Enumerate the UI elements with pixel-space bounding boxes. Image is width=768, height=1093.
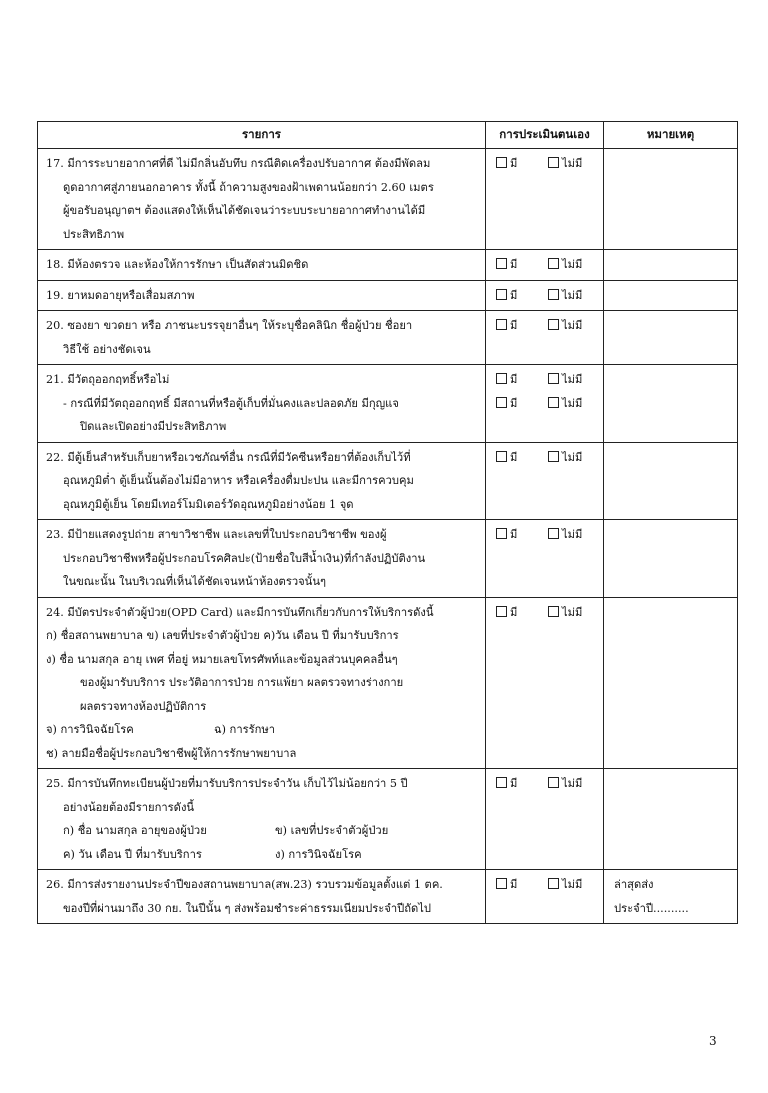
- checkbox-yes[interactable]: [496, 878, 507, 889]
- page-number: 3: [709, 1034, 717, 1048]
- eval-19: มี ไม่มี: [486, 280, 604, 311]
- remark-17: [604, 149, 738, 250]
- eval-26: มี ไม่มี: [486, 870, 604, 924]
- checkbox-no[interactable]: [548, 157, 559, 168]
- checkbox-yes[interactable]: [496, 451, 507, 462]
- table-row: [38, 597, 738, 769]
- eval-24: มี ไม่มี: [486, 597, 604, 769]
- eval-23: มี ไม่มี: [486, 520, 604, 598]
- table-row: [38, 365, 738, 443]
- remark-18: [604, 250, 738, 281]
- checkbox-no[interactable]: [548, 373, 559, 384]
- remark-20: [604, 311, 738, 365]
- item-21: 21. มีวัตถุออกฤทธิ์หรือไม่ - กรณีที่มีวัตถุออกฤทธิ์ มีสถานที่หรือตู้เก็บที่มั่นคงและปลอดภัย มีกุญแจ ปิดและเปิดอย่างมีประสิทธิภาพ: [38, 365, 486, 443]
- checkbox-yes[interactable]: [496, 373, 507, 384]
- item-18: 18. มีห้องตรวจ และห้องให้การรักษา เป็นสัดส่วนมิดชิด: [38, 250, 486, 281]
- item-26: 26. มีการส่งรายงานประจำปีของสถานพยาบาล(สพ.23) รวบรวมข้อมูลตั้งแต่ 1 ตค. ของปีที่ผ่านมาถึง 30 กย. ในปีนั้น ๆ ส่งพร้อมชำระค่าธรรมเนียมประจำปีถัดไป: [38, 870, 486, 924]
- checkbox-no[interactable]: [548, 528, 559, 539]
- remark-25: [604, 769, 738, 870]
- header-item: รายการ: [38, 122, 486, 149]
- checkbox-yes[interactable]: [496, 319, 507, 330]
- table-row: [38, 442, 738, 520]
- checkbox-no[interactable]: [548, 319, 559, 330]
- table-row: [38, 769, 738, 870]
- table-row: [38, 149, 738, 250]
- remark-19: [604, 280, 738, 311]
- remark-22: [604, 442, 738, 520]
- remark-26: ล่าสุดส่ง ประจำปี..........: [604, 870, 738, 924]
- item-24: 24. มีบัตรประจำตัวผู้ป่วย(OPD Card) และมีการบันทึกเกี่ยวกับการให้บริการดังนี้ ก) ชื่อสถานพยาบาล ข) เลขที่ประจำตัวผู้ป่วย ค)วัน เดือน ปี ที่มารับบริการ ง) ชื่อ นามสกุล อายุ เพศ ที่อยู่ หมายเลขโทรศัพท์และข้อมูลส่วนบุคคลอื่นๆ ของผู้มารับบริการ ประวัติอาการป่วย การแพ้ยา ผลตรวจทางร่างกาย ผลตรวจทางห้องปฏิบัติการ จ) การวินิจฉัยโรค ฉ) การรักษา ช) ลายมือชื่อผู้ประกอบวิชาชีพผู้ให้การรักษาพยาบาล: [38, 597, 486, 769]
- table-row: [38, 520, 738, 598]
- checkbox-yes[interactable]: [496, 777, 507, 788]
- checkbox-yes[interactable]: [496, 397, 507, 408]
- checkbox-no[interactable]: [548, 606, 559, 617]
- table-row: [38, 311, 738, 365]
- header-remark: หมายเหตุ: [604, 122, 738, 149]
- checkbox-no[interactable]: [548, 258, 559, 269]
- eval-18: มี ไม่มี: [486, 250, 604, 281]
- eval-22: มี ไม่มี: [486, 442, 604, 520]
- table-header-row: [38, 122, 738, 149]
- eval-25: มี ไม่มี: [486, 769, 604, 870]
- item-22: 22. มีตู้เย็นสำหรับเก็บยาหรือเวชภัณฑ์อื่น กรณีที่มีวัคซีนหรือยาที่ต้องเก็บไว้ที่ อุณหภูมิต่ำ ตู้เย็นนั้นต้องไม่มีอาหาร หรือเครื่องดื่มปะปน และมีการควบคุม อุณหภูมิตู้เย็น โดยมีเทอร์โมมิเตอร์วัดอุณหภูมิอย่างน้อย 1 จุด: [38, 442, 486, 520]
- checkbox-no[interactable]: [548, 397, 559, 408]
- table-row: [38, 870, 738, 924]
- checkbox-yes[interactable]: [496, 528, 507, 539]
- checkbox-no[interactable]: [548, 289, 559, 300]
- item-17: 17. มีการระบายอากาศที่ดี ไม่มีกลิ่นอับทึบ กรณีติดเครื่องปรับอากาศ ต้องมีพัดลม ดูดอากาศสู่ภายนอกอาคาร ทั้งนี้ ถ้าความสูงของฝ้าเพดานน้อยกว่า 2.60 เมตร ผู้ขอรับอนุญาตฯ ต้องแสดงให้เห็นได้ชัดเจนว่าระบบระบายอากาศทำงานได้มี ประสิทธิภาพ: [38, 149, 486, 250]
- eval-17: มี ไม่มี: [486, 149, 604, 250]
- table-row: [38, 250, 738, 281]
- item-20: 20. ซองยา ขวดยา หรือ ภาชนะบรรจุยาอื่นๆ ให้ระบุชื่อคลินิก ชื่อผู้ป่วย ชื่อยา วิธีใช้ อย่างชัดเจน: [38, 311, 486, 365]
- checkbox-yes[interactable]: [496, 258, 507, 269]
- checkbox-yes[interactable]: [496, 157, 507, 168]
- item-25: 25. มีการบันทึกทะเบียนผู้ป่วยที่มารับบริการประจำวัน เก็บไว้ไม่น้อยกว่า 5 ปี อย่างน้อยต้องมีรายการดังนี้ ก) ชื่อ นามสกุล อายุของผู้ป่วย ข) เลขที่ประจำตัวผู้ป่วย ค) วัน เดือน ปี ที่มารับบริการ ง) การวินิจฉัยโรค: [38, 769, 486, 870]
- remark-21: [604, 365, 738, 443]
- checkbox-no[interactable]: [548, 451, 559, 462]
- table-row: [38, 280, 738, 311]
- eval-20: มี ไม่มี: [486, 311, 604, 365]
- checkbox-yes[interactable]: [496, 606, 507, 617]
- remark-24: [604, 597, 738, 769]
- remark-23: [604, 520, 738, 598]
- checkbox-no[interactable]: [548, 878, 559, 889]
- self-assessment-table: [37, 121, 738, 924]
- header-evaluation: การประเมินตนเอง: [486, 122, 604, 149]
- checkbox-no[interactable]: [548, 777, 559, 788]
- item-23: 23. มีป้ายแสดงรูปถ่าย สาขาวิชาชีพ และเลขที่ใบประกอบวิชาชีพ ของผู้ ประกอบวิชาชีพหรือผู้ประกอบโรคศิลปะ(ป้ายชื่อใบสีน้ำเงิน)ที่กำลังปฏิบัติงาน ในขณะนั้น ในบริเวณที่เห็นได้ชัดเจนหน้าห้องตรวจนั้นๆ: [38, 520, 486, 598]
- eval-21: มี ไม่มี มี ไม่มี: [486, 365, 604, 443]
- item-19: 19. ยาหมดอายุหรือเสื่อมสภาพ: [38, 280, 486, 311]
- checkbox-yes[interactable]: [496, 289, 507, 300]
